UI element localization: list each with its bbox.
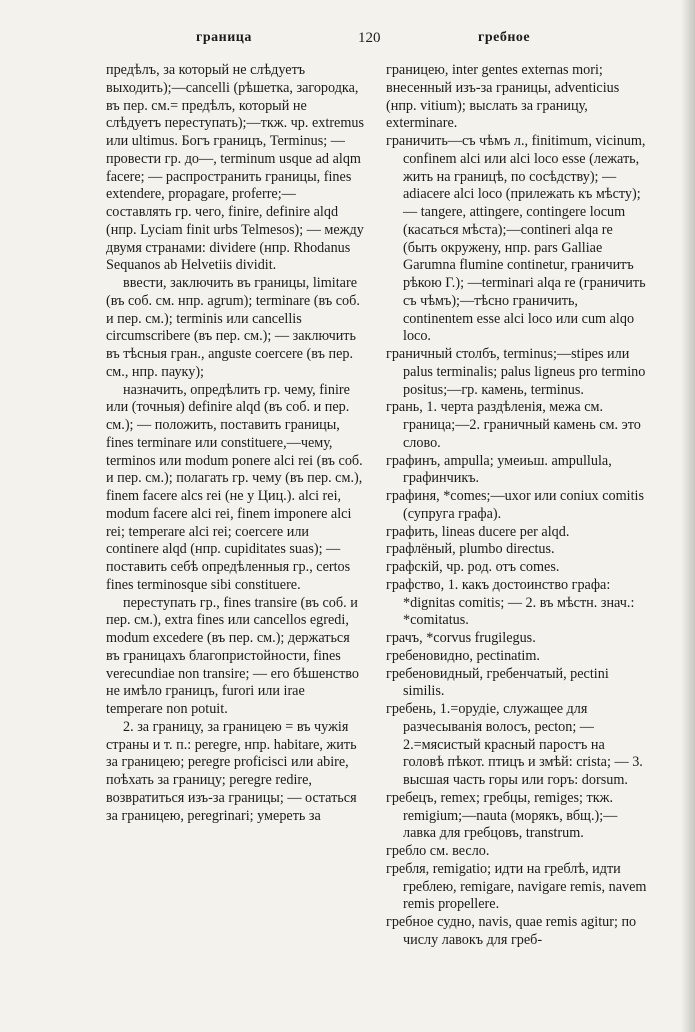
dictionary-entry: гребло см. весло. (386, 843, 490, 859)
dictionary-entry: графиня, *comes;—uxor или coniux comitis (супруга графа). (386, 488, 644, 522)
dictionary-entry: гребеновидный, гребенчатый, pectini similis. (386, 665, 609, 700)
left-column (106, 62, 364, 825)
entry-paragraph: назначить, опредѣлить гр. чему, finire или (точныя) definire alqd (въ соб. и пер. см.); — положить, поставить границы, fines terminare или constituere,—чему, terminos или modum ponere alci rei (въ соб. и пер. см.); полагать гр. чему (въ пер. см.), finem facere alcs rei (не у Циц.). alci rei, modum facere alci rei, finem imponere alci rei; temperare alci rei; coercere или continere alqd (нпр. cupiditates suas); — поставить себѣ опредѣленныя гр., certos fines terminosque sibi constituere. (106, 381, 363, 593)
dictionary-entry: графлёный, plumbo directus. (386, 541, 555, 558)
dictionary-entry: граничный столбъ, terminus;—stipes или palus terminalis; palus ligneus pro termino positus;—гр. камень, terminus. (386, 346, 646, 398)
dictionary-entry: гребля, remigatio; идти на греблѣ, идти греблею, remigare, navigare remis, navem remis propellere. (386, 860, 647, 913)
dictionary-entry: графить, lineas ducere per alqd. (386, 523, 570, 540)
dictionary-entry: гребецъ, remex; гребцы, remiges; ткж. remigium;—nauta (морякъ, вбщ.);—лавка для гребцовъ, transtrum. (386, 789, 618, 842)
dictionary-entry: графскій, чр. род. отъ comes. (386, 559, 560, 575)
header-first-word: граница (196, 30, 252, 45)
dictionary-entry: гребное судно, navis, quae remis agitur; по числу лавокъ для греб- (386, 914, 637, 948)
entry-paragraph: границею, inter gentes externas mori; внесенный изъ-за границы, adventicius (нпр. vitium); выслать за границу, exterminare. (386, 62, 620, 132)
dictionary-entry: грачъ, *corvus frugilegus. (386, 630, 536, 646)
dictionary-entry: гребеновидно, pectinatim. (386, 647, 540, 664)
entry-paragraph: переступать гр., fines transire (въ соб. и пер. см.), extra fines или cancellos egredi, modum excedere (въ пер. см.); держаться въ границахъ благопристойности, fines verecundiae non transire; — его бѣшенство не имѣло границъ, furori или irae temperare non potuit. (106, 594, 359, 717)
entry-paragraph: ввести, заключить въ границы, limitare (въ соб. см. нпр. agrum); terminare (въ соб. и пер. см.); terminis или cancellis circumscribere (въ пер. см.); — заключить въ тѣсныя гран., anguste coercere (въ пер. см., нпр. пауку); (106, 275, 360, 380)
page-edge-shadow (681, 0, 695, 1032)
header-last-word: гребное (478, 30, 531, 45)
dictionary-entry: граничить—съ чѣмъ л., finitimum, vicinum, confinem alci или alci loco esse (лежать, жить на границѣ, по сосѣдству); — adiacere alci loco (прилежать къ мѣсту); — tangere, attingere, contingere locum (касаться мѣста);—contineri alqa re (быть окружену, нпр. pars Galliae Garumna flumine continetur, граничитъ рѣкою Г.); —terminari alqa re (граничить съ чѣмъ);—тѣсно граничить, continentem esse alci loco или cum alqo loco. (386, 133, 646, 345)
dictionary-entry: графство, 1. какъ достоинство графа: *dignitas comitis; — 2. въ мѣстн. знач.: *comitatus. (386, 576, 635, 629)
dictionary-entry: грань, 1. черта раздѣленія, межа см. граница;—2. граничный камень см. это слово. (386, 399, 641, 451)
entry-paragraph: 2. за границу, за границею = въ чужія страны и т. п.: peregre, нпр. habitare, жить за границею; peregre proficisci или abire, поѣхать за границу; peregre redire, возвратиться изъ-за границы; — остаться за границею, peregrinari; умереть за (106, 718, 357, 824)
page-header (0, 30, 695, 50)
dictionary-entry: графинъ, ampulla; умеиьш. ampullula, графинчикъ. (386, 452, 612, 487)
dictionary-entry: гребень, 1.=орудіе, служащее для разчесыванія волосъ, pecton; — 2.=мясистый красный паростъ на головѣ пѣкот. птицъ и змѣй: crista; — 3. высшая часть горы или горъ: dorsum. (386, 701, 643, 788)
right-column (386, 62, 648, 950)
page-number: 120 (358, 30, 381, 46)
entry-paragraph: предѣлъ, за который не слѣдуетъ выходить);—cancelli (рѣшетка, загородка, въ пер. см.= предѣлъ, который не слѣдуетъ переступать);—ткж. чр. extremus или ultimus. Богъ границъ, Terminus; — провести гр. до—, terminum usque ad alqm facere; — распространить границы, fines extendere, propagare, proferre;— составлять гр. чего, finire, definire alqd (нпр. Lyciam finit urbs Telmesos); — между двумя странами: dividere (нпр. Rhodanus Sequanos ab Helvetiis dividit. (106, 62, 364, 274)
